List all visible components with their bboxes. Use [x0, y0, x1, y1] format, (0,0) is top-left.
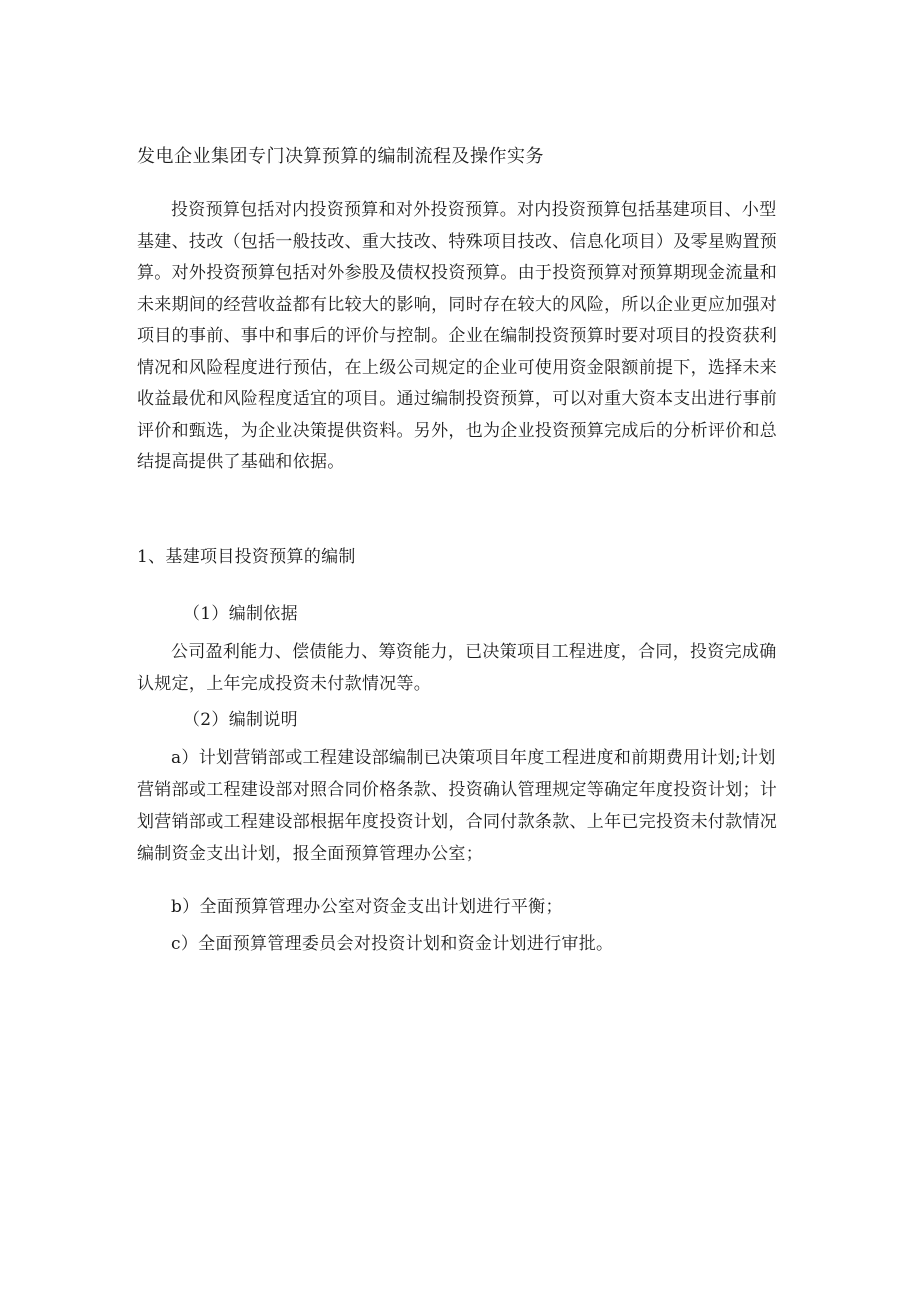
basis-paragraph: 公司盈利能力、偿债能力、筹资能力，已决策项目工程进度，合同，投资完成确认规定，上年完成投资未付款情况等。 [137, 642, 777, 694]
intro-paragraph: 投资预算包括对内投资预算和对外投资预算。对内投资预算包括基建项目、小型基建、技改（包括一般技改、重大技改、特殊项目技改、信息化项目）及零星购置预算。对外投资预算包括对外参股及债权投资预算。由于投资预算对预算期现金流量和未来期间的经营收益都有比较大的影响，同时存在较大的风险，所以企业更应加强对项目的事前、事中和事后的评价与控制。企业在编制投资预算时要对项目的投资获利情况和风险程度进行预估，在上级公司规定的企业可使用资金限额前提下，选择未来收益最优和风险程度适宜的项目。通过编制投资预算，可以对重大资本支出进行事前评价和甄选，为企业决策提供资料。另外，也为企业投资预算完成后的分析评价和总结提高提供了基础和依据。 [137, 200, 778, 472]
list-item-a: a）计划营销部或工程建设部编制已决策项目年度工程进度和前期费用计划;计划营销部或工程建设部对照合同价格条款、投资确认管理规定等确定年度投资计划；计划营销部或工程建设部根据年度投资计划，合同付款条款、上年已完投资未付款情况编制资金支出计划，报全面预算管理办公室； [137, 748, 778, 864]
section-heading: 1、基建项目投资预算的编制 [137, 547, 356, 567]
sub-heading-basis: （1）编制依据 [183, 604, 298, 624]
list-item-c: c）全面预算管理委员会对投资计划和资金计划进行审批。 [171, 934, 614, 954]
document-title: 发电企业集团专门决算预算的编制流程及操作实务 [137, 146, 544, 167]
list-item-b: b）全面预算管理办公室对资金支出计划进行平衡； [171, 897, 563, 917]
sub-heading-explanation: （2）编制说明 [183, 710, 298, 730]
